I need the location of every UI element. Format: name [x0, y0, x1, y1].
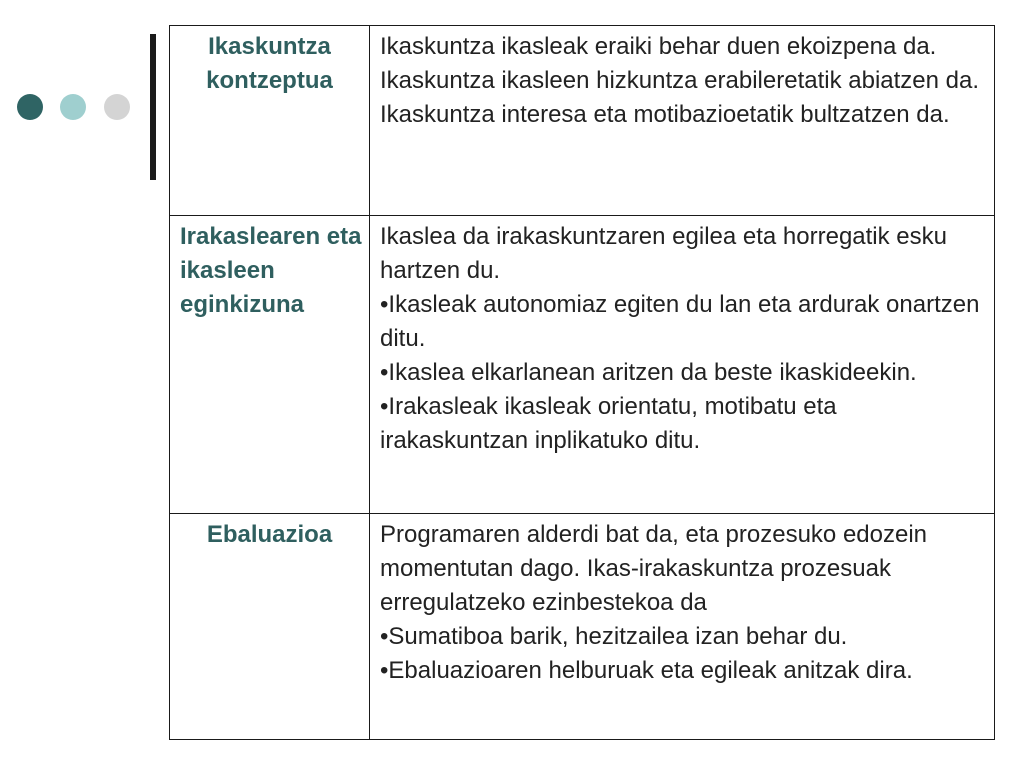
row-label: Irakaslearen eta ikasleen eginkizuna — [170, 216, 370, 514]
bullet-item: •Ikaslea elkarlanean aritzen da beste ikaskideekin. — [380, 359, 917, 386]
bullet-item: •Ebaluazioaren helburuak eta egileak anitzak dira. — [380, 657, 913, 684]
vertical-accent-bar — [150, 34, 156, 180]
gray-dot — [104, 94, 130, 120]
description-line: Ikaskuntza ikasleen hizkuntza erabileretatik abiatzen da. Ikaskuntza interesa eta motibazioetatik bultzatzen da. — [380, 67, 980, 128]
table-row — [170, 26, 995, 216]
row-label: Ikaskuntza kontzeptua — [170, 26, 370, 216]
bullet-item: •Sumatiboa barik, hezitzailea izan behar du. — [380, 623, 848, 650]
table-row — [170, 216, 995, 514]
bullet-item: •Irakasleak ikasleak orientatu, motibatu eta irakaskuntzan inplikatuko ditu. — [380, 393, 837, 454]
row-description — [370, 216, 995, 514]
description-line: Ikaslea da irakaskuntzaren egilea eta horregatik esku hartzen du. — [380, 223, 947, 284]
row-description — [370, 514, 995, 740]
light-teal-dot — [60, 94, 86, 120]
table-row — [170, 514, 995, 740]
row-label: Ebaluazioa — [170, 514, 370, 740]
content-table — [169, 25, 995, 740]
bullet-item: •Ikasleak autonomiaz egiten du lan eta ardurak onartzen ditu. — [380, 291, 980, 352]
description-line: Ikaskuntza ikasleak eraiki behar duen ekoizpena da. — [380, 33, 937, 60]
row-description — [370, 26, 995, 216]
dark-teal-dot — [17, 94, 43, 120]
description-line: Programaren alderdi bat da, eta prozesuko edozein momentutan dago. Ikas-irakaskuntza prozesuak erregulatzeko ezinbestekoa da — [380, 521, 928, 616]
